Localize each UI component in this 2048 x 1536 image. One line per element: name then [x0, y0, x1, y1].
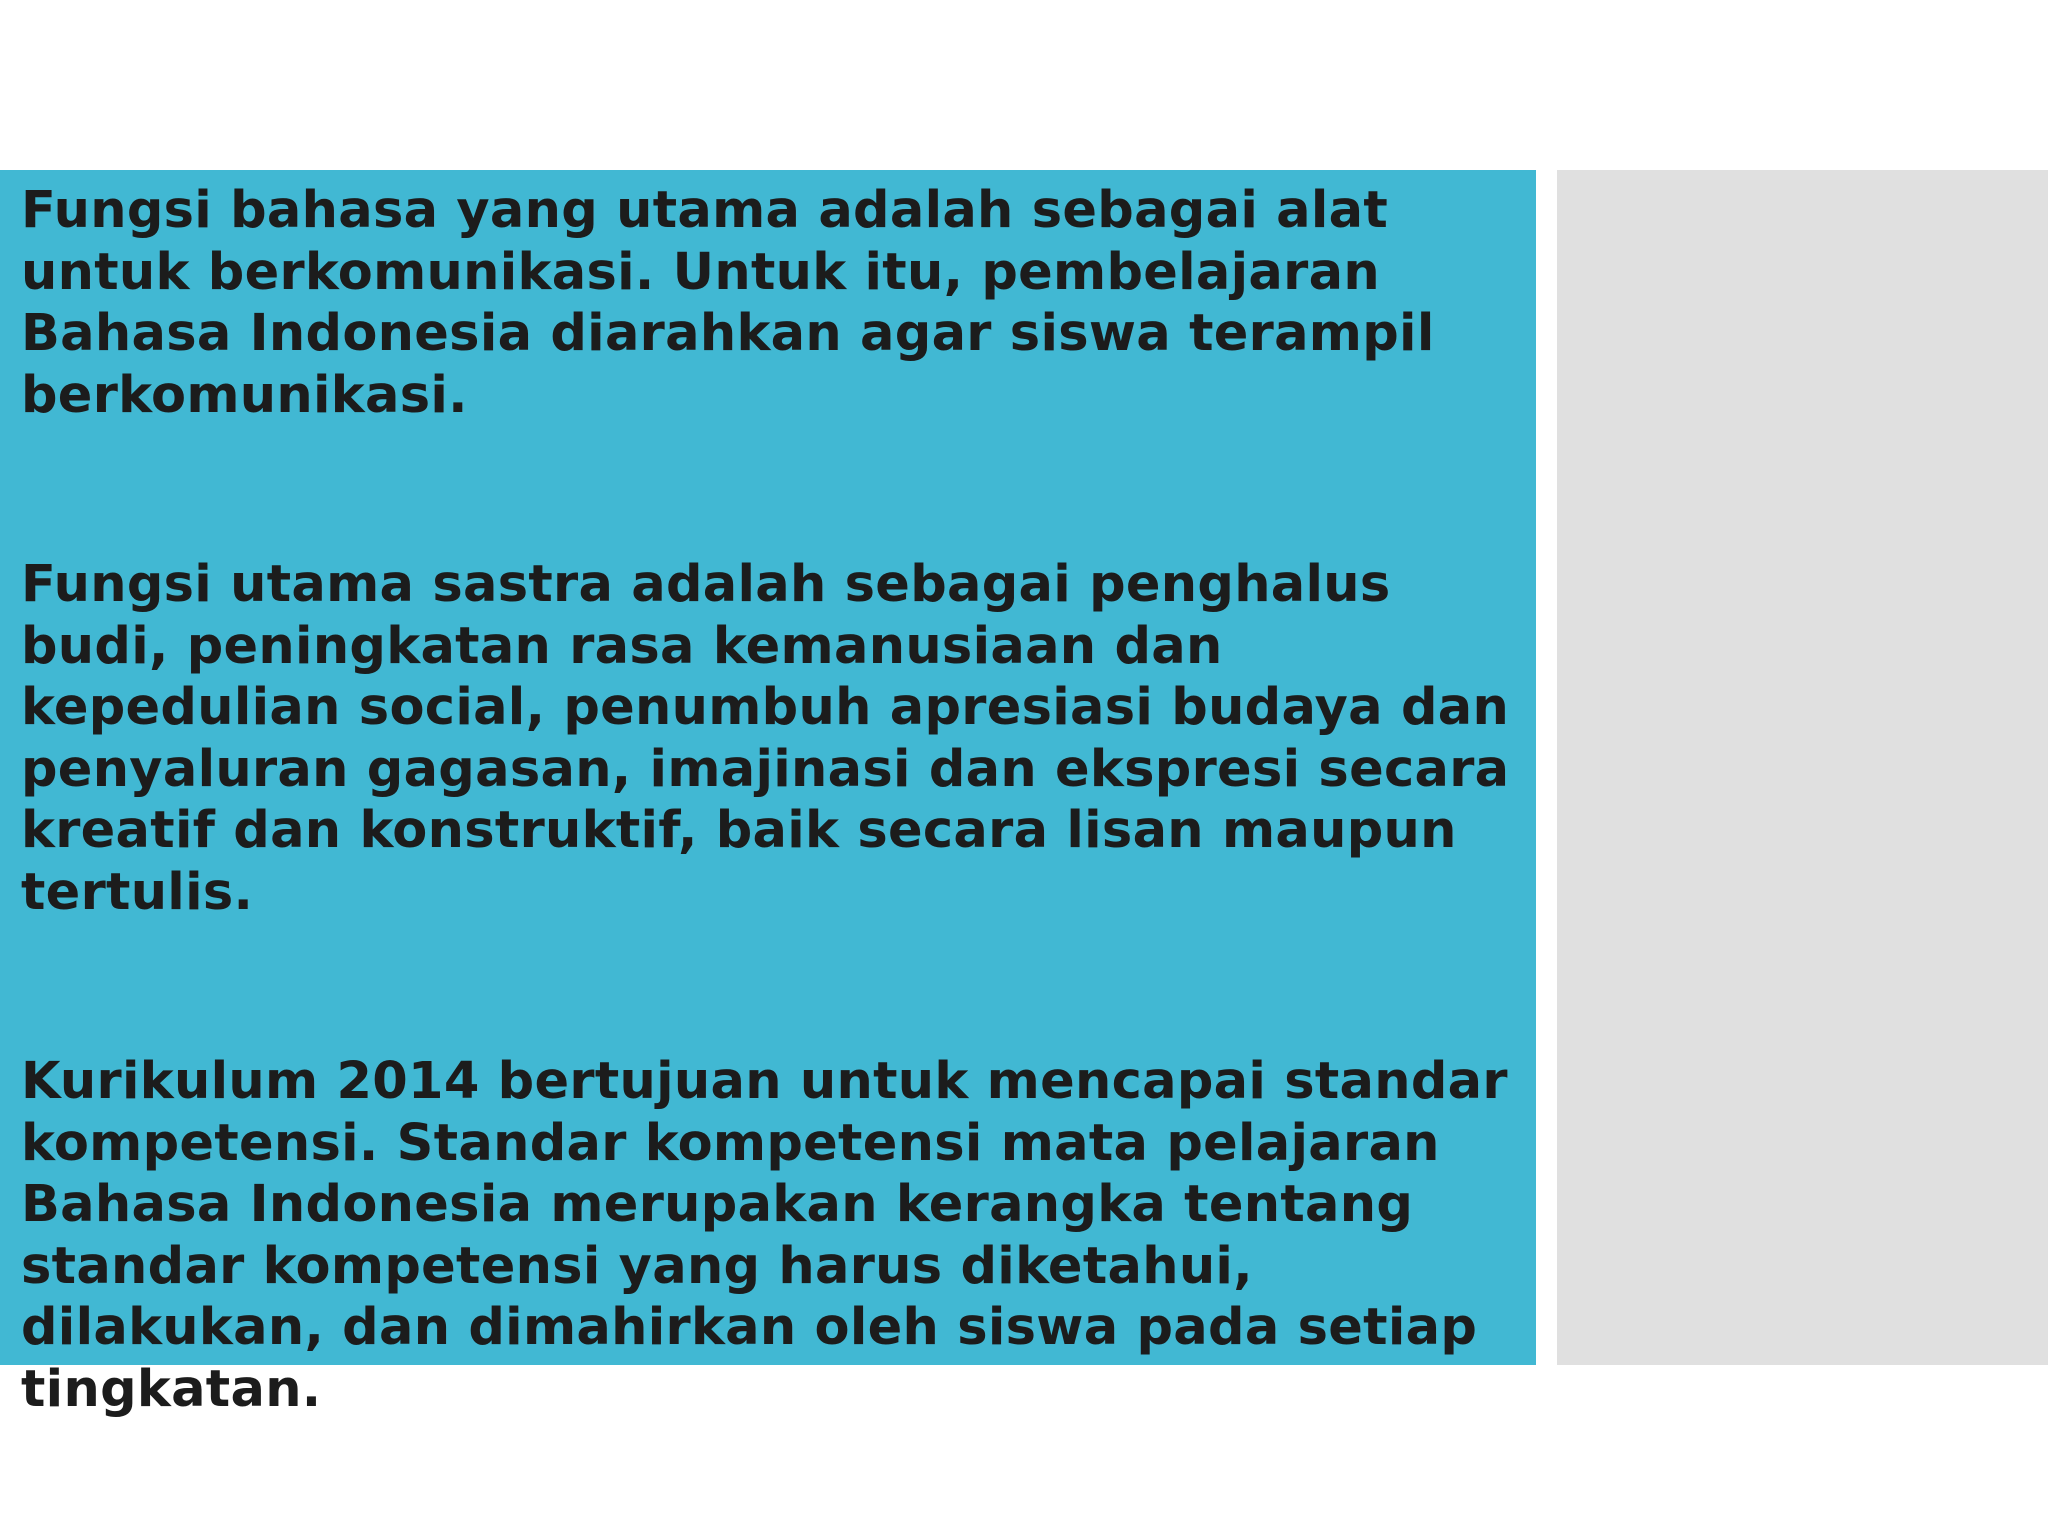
paragraph-language-function: Fungsi bahasa yang utama adalah sebagai alat untuk berkomunikasi. Untuk itu, pembelajaran Bahasa Indonesia diarahkan agar siswa terampil berkomunikasi. [21, 181, 1435, 425]
body-text [21, 180, 1521, 1420]
paragraph-literature-function: Fungsi utama sastra adalah sebagai penghalus budi, peningkatan rasa kemanusiaan dan kepedulian social, penumbuh apresiasi budaya dan penyaluran gagasan, imajinasi dan ekspresi secara kreatif dan konstruktif, baik secara lisan maupun tertulis. [21, 555, 1510, 922]
paragraph-curriculum-2014: Kurikulum 2014 bertujuan untuk mencapai standar kompetensi. Standar kompetensi mata pelajaran Bahasa Indonesia merupakan kerangka tentang standar kompetensi yang harus diketahui, dilakukan, dan dimahirkan oleh siswa pada setiap tingkatan. [21, 1052, 1508, 1419]
gray-side-panel [1557, 170, 2048, 1365]
